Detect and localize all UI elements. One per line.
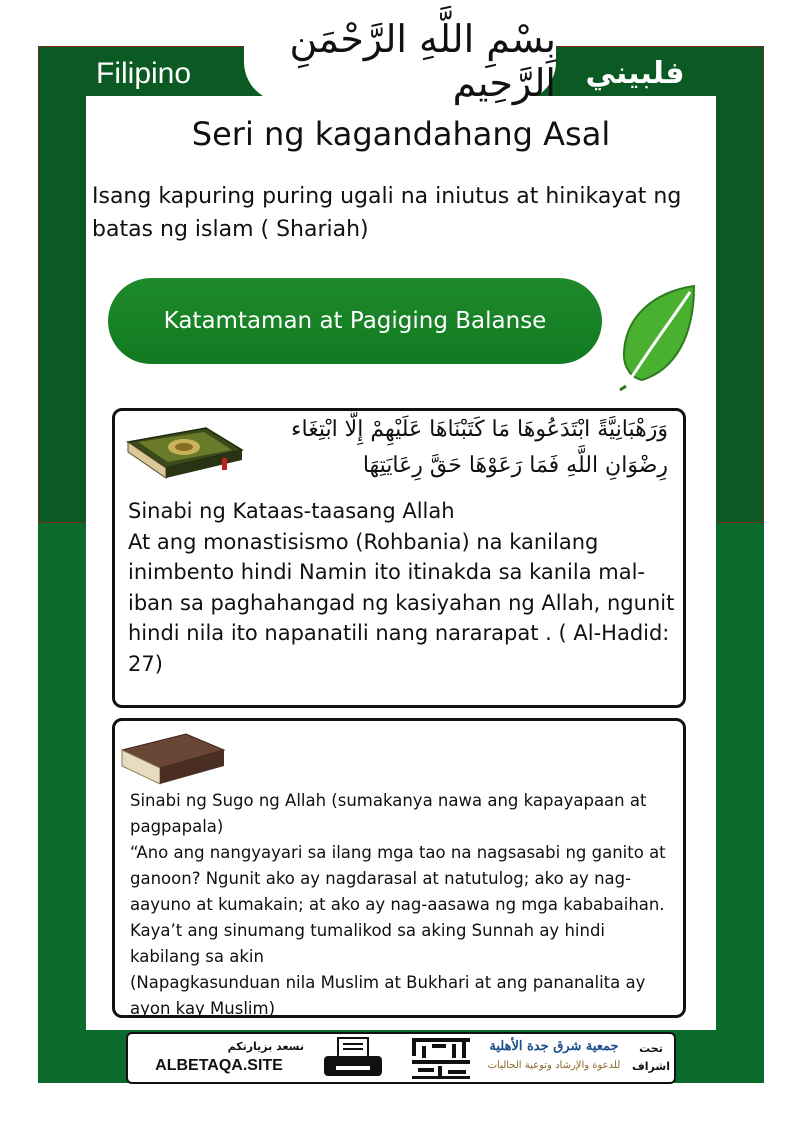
- quran-arabic-verse: وَرَهْبَانِيَّةً ابْتَدَعُوهَا مَا كَتَبْنَاهَا عَلَيْهِمْ إِلَّا ابْتِغَاء رِضْوَانِ اللَّهِ فَمَا رَعَوْهَا حَقَّ رِعَايَتِهَا: [291, 417, 668, 478]
- supervision-label-line1: تحت: [639, 1042, 663, 1055]
- quran-translation: At ang monastisismo (Rohbania) na kanilang inimbento hindi Namin ito itinakda sa kanila mal-iban sa paghahangad ng kasiyahan ng Allah, ngunit hindi nila ito napanatili nang nararapat . ( Al-Hadid: 27): [128, 529, 675, 676]
- supervision-label: [630, 1040, 672, 1076]
- leaf-icon: [614, 282, 698, 392]
- calligraphy-logo: [408, 1034, 474, 1082]
- association-logo: [480, 1036, 628, 1080]
- supervision-label-line2: اشراف: [632, 1060, 670, 1073]
- quran-book-icon: [122, 420, 246, 482]
- hadith-card-text: [130, 788, 676, 1022]
- quran-card-text: [128, 496, 676, 679]
- hadith-book-icon: [118, 728, 228, 788]
- association-subtitle: للدعوة والإرشاد وتوعية الجاليات: [487, 1060, 621, 1071]
- hadith-source: (Napagkasunduan nila Muslim at Bukhari at ang pananalita ay ayon kay Muslim): [130, 973, 646, 1018]
- bismillah-calligraphy: بِسْمِ اللَّهِ الرَّحْمَنِ الرَّحِيم: [244, 20, 556, 102]
- hadith-attribution: Sinabi ng Sugo ng Allah (sumakanya nawa ang kapayapaan at pagpapala): [130, 791, 647, 836]
- topic-button[interactable]: Katamtaman at Pagiging Balanse: [108, 278, 602, 364]
- printer-icon[interactable]: [320, 1036, 386, 1082]
- hadith-text: “Ano ang nangyayari sa ilang mga tao na nagsasabi ng ganito at ganoon? Ngunit ako ay nagdarasal at natutulog; ako ay nag-aayuno at kumakain; at ako ay nag-aasawa ng mga kababaihan. Kaya’t ang sinumang tumalikod sa aking Sunnah ay hindi kabilang sa akin: [130, 843, 666, 966]
- language-label-left: Filipino: [96, 57, 192, 90]
- footer-visit-text: نسعد بزيارتكم: [227, 1040, 304, 1053]
- quran-attribution: Sinabi ng Kataas-taasang Allah: [128, 499, 455, 523]
- footer-site-link[interactable]: ALBETAQA.SITE: [155, 1057, 283, 1074]
- association-name: جمعية شرق جدة الأهلية: [489, 1039, 619, 1054]
- intro-text: Isang kapuring puring ugali na iniutus at hinikayat ng batas ng islam ( Shariah): [92, 184, 682, 242]
- language-label-right: فلبيني: [585, 56, 685, 91]
- page-title: Seri ng kagandahang Asal: [191, 115, 611, 153]
